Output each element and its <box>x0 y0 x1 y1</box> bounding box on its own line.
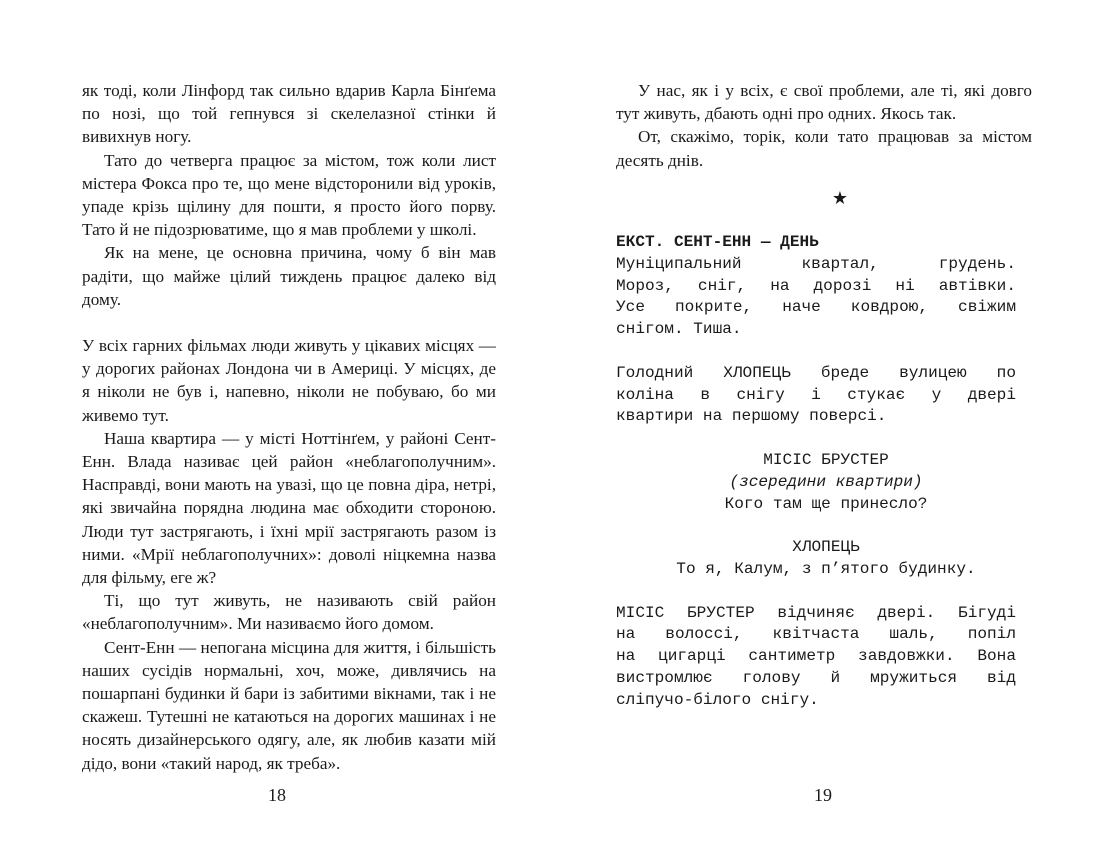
action-line: Усе покрите, наче ковдрою, свіжим <box>616 298 1016 317</box>
action-block <box>616 363 1016 428</box>
section-break <box>82 311 496 334</box>
paragraph: як тоді, коли Лінфорд так сильно вдарив Карла Бінґема по нозі, що той гепнувся зі скелелазної стінки й вивихнув ногу. <box>82 81 496 147</box>
paragraph: Наша квартира — у місті Ноттінґем, у районі Сент-Енн. Влада називає цей район «неблагополучним». Насправді, вони мають на увазі, що це повна діра, нетрі, які звичайна порядна людина має обходити стороною. Люди тут застрягають, і їхні мрії застрягають разом із ними. «Мрії неблагополучних»: доволі ніцкемна назва для фільму, еге ж? <box>82 428 496 588</box>
paragraph: У нас, як і у всіх, є свої проблеми, але ті, які довго тут живуть, дбають одні про одних. Якось так. <box>616 81 1032 124</box>
right-page-text <box>616 79 1032 172</box>
left-page <box>0 0 552 850</box>
paragraph: Сент-Енн — непогана місцина для життя, і більшість наших сусідів нормальні, хоч, може, дивлячись на пошарпані будинки й бари із забитими вікнами, так і не скажеш. Тутешні не катаються на дорогих машинах і не носять дизайнерського одягу, але, як любив казати мій дідо, вони «такий народ, як треба». <box>82 637 496 773</box>
paragraph: У всіх гарних фільмах люди живуть у цікавих місцях — у дорогих районах Лондона чи в Америці. У місцях, де я ніколи не був і, напевно, ніколи не побуваю, бо ми живемо тут. <box>82 336 496 425</box>
action-line: Голодний ХЛОПЕЦЬ бреде вулицею по <box>616 363 1016 382</box>
paragraph: От, скажімо, торік, коли тато працював за містом десять днів. <box>616 127 1032 170</box>
character-name: МІСІС БРУСТЕР <box>763 450 889 469</box>
action-line: коліна в снігу і стукає у двері <box>616 385 1016 404</box>
paragraph: Ті, що тут живуть, не називають свій район «неблагополучним». Ми називаємо його домом. <box>82 591 496 634</box>
action-line: квартири на першому поверсі. <box>616 407 887 426</box>
character-name: ХЛОПЕЦЬ <box>792 538 860 557</box>
screenplay-excerpt <box>616 232 1016 712</box>
action-block <box>616 254 1016 341</box>
paragraph: Тато до четверга працює за містом, тож коли лист містера Фокса про те, що мене відсторонили від уроків, упаде крізь щілину для пошти, я просто його порву. Тато й не підозрюватиме, що я мав проблеми у школі. <box>82 150 496 240</box>
action-line: Мороз, сніг, на дорозі ні автівки. <box>616 276 1016 295</box>
page-number: 19 <box>814 785 832 805</box>
action-line: МІСІС БРУСТЕР відчиняє двері. Бігуді <box>616 603 1016 622</box>
action-block <box>616 603 1016 712</box>
left-page-text <box>82 79 496 775</box>
dialogue: То я, Калум, з п’ятого будинку. <box>676 559 976 578</box>
paragraph: Як на мене, це основна причина, чому б він мав радіти, що майже цілий тиждень працює далеко від дому. <box>82 243 496 309</box>
action-line: на волоссі, квітчаста шаль, попіл <box>616 625 1016 644</box>
action-line: на цигарці сантиметр завдовжки. Вона <box>616 647 1016 666</box>
right-page <box>552 0 1105 850</box>
action-line: снігом. Тиша. <box>616 320 742 339</box>
parenthetical: (зсередини квартири) <box>729 472 923 491</box>
dialogue: Кого там ще принесло? <box>724 494 928 513</box>
scene-heading: ЕКСТ. СЕНТ-ЕНН — ДЕНЬ <box>616 233 819 251</box>
action-line: вистромлює голову й мружиться від <box>616 668 1016 687</box>
page-number: 18 <box>268 785 286 805</box>
action-line: Муніципальний квартал, грудень. <box>616 254 1016 273</box>
star-separator-icon: ★ <box>831 188 849 209</box>
action-line: сліпучо-білого снігу. <box>616 690 819 709</box>
